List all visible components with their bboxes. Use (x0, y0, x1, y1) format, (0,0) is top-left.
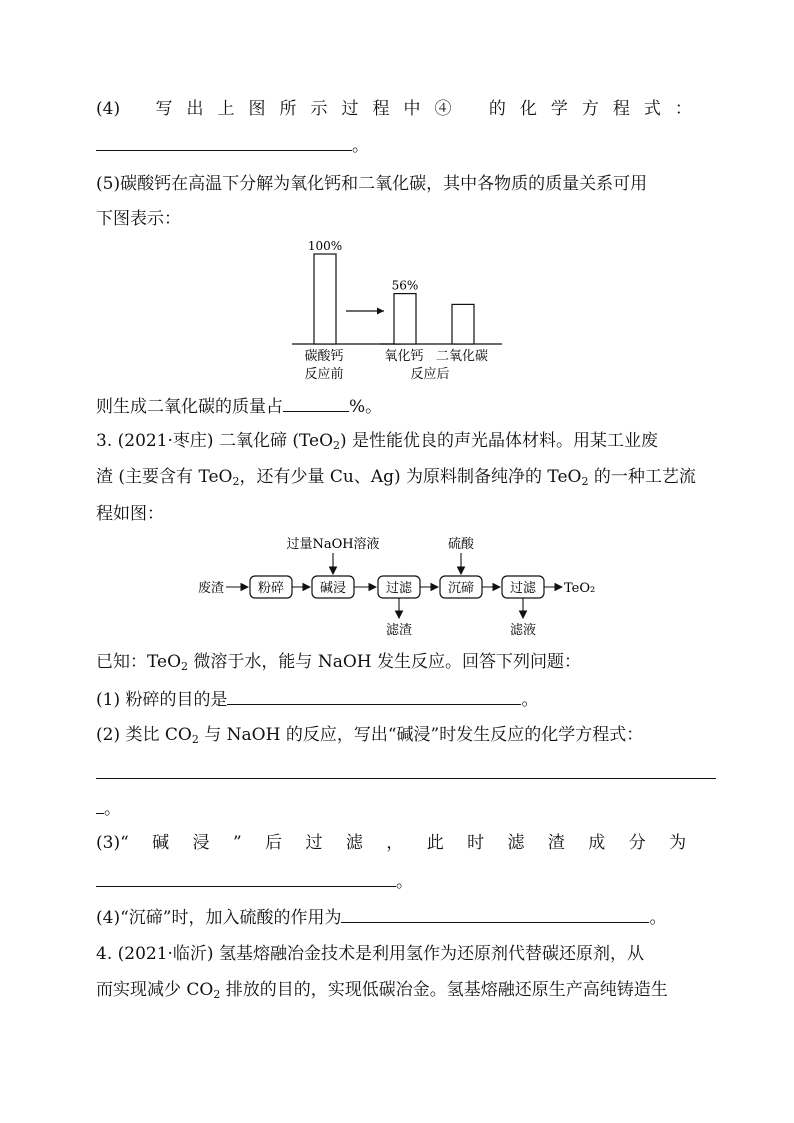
flow-output-filtrate: 滤液 (509, 623, 537, 638)
q3-line3: 程如图： (96, 504, 164, 524)
q3-line2 (96, 466, 696, 493)
flow-output-residue: 滤渣 (385, 623, 413, 638)
bar-value-label-1: 56% (391, 278, 419, 293)
q3-part2-answer-end (96, 797, 121, 820)
subscript: 2 (333, 439, 341, 452)
subscript: 2 (581, 475, 589, 488)
bar-0 (314, 254, 336, 344)
flow-input-sulfuric-acid: 硫酸 (447, 537, 475, 552)
q3-part2-answer-line (96, 762, 716, 785)
flow-start-waste: 废渣 (198, 581, 225, 596)
bar-value-label-0: 100% (307, 239, 343, 253)
q4-line2-b: 排放的目的，实现低碳冶金。氢基熔融还原生产高纯铸造生 (220, 980, 668, 1000)
q2-part4-answer-line (96, 134, 369, 157)
q2-part4-answer-blank[interactable] (96, 134, 352, 151)
q3-part2-blank-end[interactable] (96, 797, 104, 814)
flow-step-filter-1-label: 过滤 (385, 581, 413, 596)
flow-step-precipitate-label: 沉碲 (447, 581, 475, 596)
category-label-cao: 氧化钙 (384, 349, 424, 364)
percent-suffix: %。 (349, 397, 383, 417)
q3-part2-line (96, 724, 643, 751)
chart-question-text: 则生成二氧化碳的质量占 (96, 397, 283, 417)
subscript: 2 (191, 733, 199, 746)
q4-line2-a: 而实现减少 CO (96, 980, 214, 1000)
q3-part3-answer-line (96, 870, 413, 893)
q3-part2-b: 与 NaOH 的反应，写出“碱浸”时发生反应的化学方程式： (198, 725, 644, 745)
q2-part5-line1: (5)碳酸钙在高温下分解为氧化钙和二氧化碳，其中各物质的质量关系可用 (96, 174, 648, 194)
group-label-after: 反应后 (410, 367, 450, 382)
q3-line2-c: 的一种工艺流 (588, 467, 696, 487)
q3-line1 (96, 430, 658, 457)
q2-part5-answer-line (96, 395, 382, 418)
q3-part2-a: (2) 类比 CO (96, 725, 192, 745)
flow-end-teo2: TeO₂ (564, 581, 596, 596)
q2-part4-label: (4) (96, 99, 121, 119)
co2-percent-blank[interactable] (283, 395, 349, 412)
flow-input-naoh: 过量NaOH溶液 (286, 537, 380, 552)
bar-2 (452, 304, 474, 344)
q3-part1-text: (1) 粉碎的目的是 (96, 690, 228, 710)
category-label-caco3: 碳酸钙 (304, 349, 344, 364)
subscript: 2 (181, 660, 189, 673)
q2-part4-text2: 的化学方程式： (488, 99, 706, 119)
q2-part4-line (96, 98, 706, 120)
q3-line2-b: ，还有少量 Cu、Ag) 为原料制备纯净的 TeO (239, 467, 582, 487)
flow-step-crush-label: 粉碎 (257, 581, 285, 596)
q2-part4-text: 写出上图所示过程中④ (155, 99, 466, 119)
bar-1 (394, 294, 416, 344)
period: 。 (649, 908, 667, 928)
flow-step-alkali-leach-label: 碱浸 (319, 581, 347, 596)
q3-part3-blank[interactable] (96, 870, 396, 887)
q3-part4-line (96, 906, 666, 929)
q3-known-a: 已知：TeO (96, 652, 182, 672)
period: 。 (104, 799, 121, 819)
arrow-head (377, 308, 384, 315)
flow-step-filter-2-label: 过滤 (509, 581, 537, 596)
period: 。 (352, 136, 369, 156)
period: 。 (521, 690, 539, 710)
group-label-before: 反应前 (304, 367, 344, 382)
q3-part2-blank[interactable] (96, 762, 716, 779)
q3-part1-line (96, 688, 538, 711)
q2-part5-line2: 下图表示： (96, 209, 181, 229)
q4-line1: 4. (2021·临沂) 氢基熔融冶金技术是利用氢作为还原剂代替碳还原剂，从 (96, 944, 644, 964)
q3-line1-a: 3. (2021·枣庄) 二氧化碲 (TeO (96, 431, 334, 451)
process-flow-diagram (196, 532, 616, 642)
period: 。 (396, 872, 413, 892)
mass-bar-chart (280, 236, 520, 386)
q3-known-line (96, 651, 581, 678)
q3-part3-line: (3)“ 碱 浸 ” 后 过 滤 ， 此 时 滤 渣 成 分 为 (96, 833, 687, 853)
q3-line1-b: ) 是性能优良的声光晶体材料。用某工业废 (340, 431, 659, 451)
q3-known-b: 微溶于水，能与 NaOH 发生反应。回答下列问题： (188, 652, 582, 672)
subscript: 2 (232, 475, 240, 488)
q3-part1-blank[interactable] (227, 688, 521, 705)
category-label-co2: 二氧化碳 (435, 349, 489, 364)
q3-part4-text: (4)“沉碲”时，加入硫酸的作用为 (96, 908, 342, 928)
q3-part4-blank[interactable] (341, 906, 649, 923)
q4-line2 (96, 979, 668, 1006)
q3-line2-a: 渣 (主要含有 TeO (96, 467, 233, 487)
subscript: 2 (213, 988, 221, 1001)
